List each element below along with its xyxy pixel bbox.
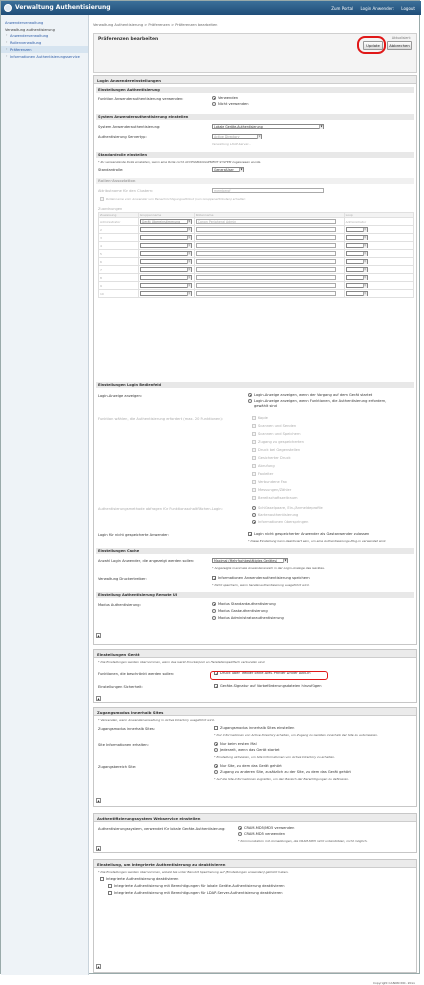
login-view-radio-a[interactable]: Login-Anzeige anzeigen, wenn der Vorgang auf dem Gerät startet (248, 393, 372, 397)
sites-section (93, 707, 417, 807)
func-cb-standby[interactable]: Bereitschaftszeitraum (252, 496, 297, 500)
radio-icon (238, 826, 242, 830)
table-row: 2 ▼ ▼ (99, 226, 414, 234)
site-info-radio-1[interactable]: Nur beim ersten Mal (214, 742, 257, 746)
radio-icon (212, 616, 216, 620)
update-button[interactable]: Update (363, 41, 383, 50)
security-checkbox[interactable]: ✓ Geräte-Signatur auf Vorbeförderungsdateien hinzufügen (214, 684, 322, 688)
radio-icon (212, 602, 216, 606)
loop-select[interactable] (346, 267, 368, 272)
checkbox-icon (252, 464, 256, 468)
login-user-label: Login Anwender: (360, 6, 395, 11)
copyright: Copyright CANON INC. 20xx (372, 981, 415, 985)
table-row: 7 ▼ ▼ (99, 266, 414, 274)
breadcrumb: Verwaltung Authentisierung > Präferenzen > Präferenzen bearbeiten (93, 23, 218, 27)
collapse-icon[interactable]: ▴ (97, 846, 100, 851)
col-header: Gruppenname (138, 213, 194, 218)
chevron-down-icon: ▼ (188, 220, 191, 223)
role-input[interactable] (196, 267, 336, 272)
role-input[interactable] (196, 283, 336, 288)
restricted-func-label: Funktionen, die beschränkt werden sollen: (98, 672, 175, 676)
loop-select[interactable] (346, 243, 368, 248)
sidebar-item-preferences[interactable]: › Präferenzen (1, 46, 88, 53)
webservice-label: Authentisierungssystem, verwendet für lokale Geräte-Authentisierung: (98, 827, 226, 831)
group-select[interactable] (140, 291, 192, 296)
group-select[interactable] (140, 259, 192, 264)
use-auth-off-radio[interactable]: Nicht verwenden (212, 102, 249, 106)
login-view-radio-b-cont: gewählt sind (254, 404, 277, 408)
radio-icon (214, 748, 218, 752)
integrated-auth-section (93, 859, 417, 973)
sidebar (1, 15, 89, 975)
radio-icon (252, 513, 256, 517)
main-content (89, 15, 421, 985)
device-settings-section (93, 649, 417, 703)
login-view-label: Login-Anzeige anzeigen: (98, 394, 142, 398)
cache-count-label: Anzahl Login Anwender, die angezeigt werden sollen: (98, 559, 195, 563)
collapse-icon[interactable]: ▴ (97, 696, 100, 701)
row-no: Administrator (99, 218, 139, 226)
func-cb-remoteprint[interactable]: Druck bei Gegenstellen (252, 448, 300, 452)
site-mode-note: * Nur Informationen von Active Directory erhalten, um Zugang zu Geräten innerhalb der Site zu autorisieren. (214, 733, 378, 737)
table-row: 5 ▼ ▼ (99, 250, 414, 258)
site-range-radio-1[interactable]: Nur Site, zu dem das Gerät gehört (214, 764, 282, 768)
sidebar-item-users[interactable]: › Anwenderverwaltung (1, 32, 88, 39)
func-cb-counter[interactable]: Messungen/Zähler (252, 488, 291, 492)
chevron-down-icon: ▼ (188, 252, 191, 255)
security-label: Einstellungen Sicherheit: (98, 685, 143, 689)
device-note: * Die Einstellungen werden übernommen, wenn das Gerät Druckerpool an Herstellerspezifisch verbunden sind. (98, 660, 266, 664)
table-row: 9 ▼ ▼ (99, 282, 414, 290)
radio-icon (238, 832, 242, 836)
webservice-section (93, 813, 417, 853)
use-auth-on-radio[interactable]: Verwenden (212, 96, 238, 100)
collapse-icon[interactable]: ▴ (97, 798, 100, 803)
func-cb-fetch[interactable]: Abrufung (252, 464, 275, 468)
cache-count-note: * Angezeigte maximale Anwenderanzahl in der Login-Anzeige des Gerätes. (212, 566, 325, 570)
checkbox-icon (214, 726, 218, 730)
site-info-radio-2[interactable]: Jederzeit, wenn das Gerät startet (214, 748, 280, 752)
update-highlight (357, 36, 386, 54)
remote-ui-head: Einstellung Authentisierung Remote UI (96, 592, 414, 598)
checkbox-icon (252, 424, 256, 428)
checkbox-icon (252, 432, 256, 436)
chevron-down-icon: ▼ (188, 292, 191, 295)
site-info-note: * Einstellung aktivieren, um Site Informationen von Active Directory zu erhalten. (214, 755, 336, 759)
func-cb-scansend[interactable]: Scannen und Senden (252, 424, 296, 428)
cache-count-select[interactable]: Maximal (Mehrfachbestätigtes Gerätes) ▼ (214, 559, 287, 563)
chevron-down-icon: ▼ (364, 252, 367, 255)
chevron-down-icon: ▼ (364, 284, 367, 287)
checkbox-icon (214, 684, 218, 688)
integrated-note: * Die Einstellungen werden übernommen, sobald Sie unter Benutzt Speicherung auf [Einstellungen anwenden] geklickt haben. (98, 870, 289, 874)
radio-icon (214, 742, 218, 746)
role-assoc-table (98, 212, 414, 298)
radio-icon (248, 393, 252, 397)
radio-icon (212, 609, 216, 613)
checkbox-icon (248, 532, 252, 536)
auth-method-radio-3[interactable]: Informationen überspringen (252, 520, 308, 524)
checkbox-icon (252, 488, 256, 492)
table-row: 3 ▼ ▼ (99, 234, 414, 242)
col-header: Rollenname (194, 213, 344, 218)
section-title: Einstellung, um integrierte Authentisierung zu deaktivieren (94, 860, 416, 868)
table-row: 10 ▼ ▼ (99, 290, 414, 298)
remote-mode-radio-2[interactable]: Modus Gastauthentisierung (212, 609, 268, 613)
system-auth-label: System Anwenderauthentisierung: (98, 125, 161, 129)
site-mode-label: Zugangsmodus innerhalb Sites: (98, 727, 155, 731)
guest-login-checkbox[interactable]: ✓ Login nicht gespeicherter Anwender als Gastanwender zulassen (248, 532, 369, 536)
attr-name-input[interactable]: memberof (212, 188, 324, 193)
func-cb-linkedfax[interactable]: Verbundene Fax (252, 480, 287, 484)
app-title: Verwaltung Authentisierung (15, 4, 111, 11)
sidebar-item-info[interactable]: › Informationen Authentisierungsservice (1, 53, 88, 60)
system-auth-head: System Anwenderauthentisierung einstellen (96, 114, 414, 120)
radio-icon (248, 399, 252, 403)
sidebar-top-link[interactable]: Anwenderverwaltung (5, 21, 44, 25)
func-cb-secureprint[interactable]: Gesicherter Druck (252, 456, 291, 460)
checkbox-icon (100, 197, 104, 201)
chevron-down-icon: ▼ (240, 168, 243, 171)
driver-checkbox[interactable]: ✓ Informationen Anwenderauthentisierung speichern (212, 576, 310, 580)
role-assoc-head: Rollen-Assoziation (96, 178, 414, 184)
loop-select[interactable] (346, 251, 368, 256)
checkbox-icon (252, 448, 256, 452)
collapse-icon[interactable]: ▴ (97, 633, 100, 638)
attr-checkbox[interactable]: Rollenname vom Anwender von Benachrichtigungsattribut (von Gruppenattributen) erhalten (100, 197, 245, 201)
attr-name-label: Attributname für den Clustern: (98, 189, 154, 193)
checkbox-icon (212, 576, 216, 580)
system-auth-select[interactable]: Lokale Geräte-Authentisierung ▼ (214, 125, 323, 129)
group-select[interactable] (140, 283, 192, 288)
loop-select[interactable] (346, 283, 368, 288)
portal-link[interactable]: Zum Portal (331, 6, 354, 11)
guest-login-note: * Diese Einstellung kann deaktiviert sein, um eine Authentisierungs-Plug-in verwendet wird. (248, 539, 387, 543)
chevron-down-icon: ▼ (258, 135, 261, 138)
sites-note: * Verwenden, wenn Anwenderverwaltung in Active Directory ausgeführt wird. (98, 718, 215, 722)
default-role-head: Standardrolle einstellen (96, 152, 414, 158)
radio-icon (212, 96, 216, 100)
role-input[interactable] (196, 235, 336, 240)
integrated-local-checkbox[interactable]: Integrierte Authentisierung mit Berechtigungen für lokale Geräte-Authentisierung deaktivieren (108, 884, 284, 888)
group-select[interactable] (140, 235, 192, 240)
role-input[interactable]: Canon Peripheral Admin (196, 219, 336, 224)
ldap-link[interactable]: Verwaltung LDAP-Server... (212, 142, 252, 146)
login-view-radio-b[interactable]: Login-Anzeige anzeigen, wenn Funktionen, die Authentisierung erfordern, (248, 399, 386, 403)
group-select[interactable] (140, 227, 192, 232)
restricted-func-checkbox[interactable]: ✓ Druck über Treiber ohne AMS Printer Driver Add-In (214, 671, 310, 675)
page-title: Präferenzen bearbeiten (98, 37, 159, 42)
update-stamp: Aktualisiert: (391, 36, 411, 40)
table-row (99, 218, 414, 226)
table-row: 8 ▼ ▼ (99, 274, 414, 282)
func-cb-copy[interactable]: Kopie (252, 416, 268, 420)
auth-method-radio-1[interactable]: Schlüsselpaare, Ein-/Anmeldeprofile (252, 506, 323, 510)
site-range-label: Zugangsbereich Site: (98, 765, 137, 769)
app-logo-icon (4, 4, 12, 12)
group-select[interactable] (140, 251, 192, 256)
integrated-main-checkbox[interactable]: Integrierte Authentisierung deaktivieren (100, 877, 178, 881)
cancel-button[interactable]: Abbrechen (387, 41, 412, 50)
panel-login-head: Einstellungen Login Bedienfeld (96, 382, 414, 388)
chevron-down-icon: ▼ (188, 260, 191, 263)
group-select[interactable] (140, 267, 192, 272)
role-input[interactable] (196, 291, 336, 296)
func-cb-scanstore[interactable]: Scannen und Speichern (252, 432, 301, 436)
checkbox-icon (108, 884, 112, 888)
remote-mode-radio-3[interactable]: Modus Administratorauthentisierung (212, 616, 284, 620)
remote-mode-radio-1[interactable]: Modus Standardauthentisierung (212, 602, 276, 606)
group-select[interactable] (140, 275, 192, 280)
webservice-radio-1[interactable]: CRAM-MD5/MD5 verwenden (238, 826, 294, 830)
assoc-label: Zuordnungen (98, 207, 123, 211)
role-input[interactable] (196, 227, 336, 232)
loop-select[interactable] (346, 291, 368, 296)
role-input[interactable] (196, 243, 336, 248)
chevron-down-icon: ▼ (364, 292, 367, 295)
chevron-down-icon: ▼ (188, 236, 191, 239)
webservice-radio-2[interactable]: CRAM-MD5 verwenden (238, 832, 285, 836)
col-header: Zuweisung (99, 213, 139, 218)
radio-icon (252, 520, 256, 524)
site-range-radio-2[interactable]: Zugang zu anderen Site, zusätzlich zu der Site, zu dem das Gerät gehört (214, 770, 351, 774)
logout-link[interactable]: Logout (401, 6, 415, 11)
group-select[interactable]: Gerät Übereinstimmung ▼ (141, 220, 191, 224)
checkbox-icon (252, 472, 256, 476)
checkbox-icon (252, 496, 256, 500)
checkbox-icon (252, 456, 256, 460)
login-settings-section (93, 75, 417, 645)
top-links (325, 6, 415, 11)
checkbox-icon (252, 440, 256, 444)
restricted-func-highlight (210, 671, 328, 680)
col-header: Loop (344, 213, 413, 218)
section-title: Authentifizierungssystem Webservice einstellen (94, 814, 416, 822)
radio-icon (212, 102, 216, 106)
driver-label: Verwaltung Druckertreiber: (98, 577, 147, 581)
site-info-label: Site Informationen erhalten: (98, 743, 149, 747)
chevron-down-icon: ▼ (364, 268, 367, 271)
default-role-select[interactable]: GeneralUser ▼ (214, 168, 243, 172)
default-role-note: * Zu verwendende Rolle einstellen, wenn eine Rolle nicht ACCESSMANAGEMENT SYSTEM zugewiesen wurde. (98, 160, 262, 164)
server-type-label: Authentisierung Servertyp: (98, 135, 147, 139)
section-title: Zugangsmodus innerhalb Sites (94, 708, 416, 716)
remote-mode-label: Modus Authentisierung: (98, 603, 141, 607)
chevron-down-icon: ▼ (364, 244, 367, 247)
func-cb-fax[interactable]: Faxleiter (252, 472, 273, 476)
section-title: Einstellungen Gerät (94, 650, 416, 658)
loop-select[interactable] (346, 275, 368, 280)
role-input[interactable] (196, 251, 336, 256)
section-title: Login Anwendereinstellungen (94, 76, 416, 84)
chevron-down-icon: ▼ (188, 244, 191, 247)
checkbox-icon (108, 891, 112, 895)
func-cb-access[interactable]: Zugang zu gespeicherten (252, 440, 304, 444)
sidebar-heading: Verwaltung authentisierung (5, 28, 55, 32)
chevron-down-icon: ▼ (364, 228, 367, 231)
site-mode-checkbox[interactable]: Zugangsmodus innerhalb Sites einstellen (214, 726, 294, 730)
chevron-down-icon: ▼ (188, 284, 191, 287)
chevron-down-icon: ▼ (364, 236, 367, 239)
cache-head: Einstellungen Cache (96, 548, 414, 554)
role-input[interactable] (196, 275, 336, 280)
auth-method-radio-2[interactable]: Kartenauthentisierung (252, 513, 298, 517)
checkbox-icon (252, 480, 256, 484)
checkbox-icon (100, 877, 104, 881)
loop-select[interactable] (346, 227, 368, 232)
radio-icon (214, 770, 218, 774)
auth-method-label: Authentisierungsmethode abfragen für Funktionsschaltflächen-Login: (98, 507, 223, 511)
server-type-select[interactable]: Active Directory ▼ (214, 135, 261, 139)
radio-icon (214, 764, 218, 768)
row-extra: Administrator (344, 218, 413, 226)
chevron-down-icon: ▼ (364, 276, 367, 279)
webservice-note: * Kommunikation mit Anmeldungen, die CRAM-MD5 nicht unterstützen, nicht möglich. (238, 839, 368, 843)
table-row: 4 ▼ ▼ (99, 242, 414, 250)
integrated-ldap-checkbox[interactable]: Integrierte Authentisierung mit Berechtigungen für LDAP-Server-Authentisierung deaktivieren (108, 891, 283, 895)
func-select-label: Funktion wählen, die Authentisierung erfordert (max. 20 Funktionen): (98, 417, 224, 421)
guest-login-label: Login für nicht gespeicherte Anwender: (98, 533, 169, 537)
radio-icon (252, 506, 256, 510)
chevron-down-icon: ▼ (188, 268, 191, 271)
loop-select[interactable] (346, 259, 368, 264)
loop-select[interactable] (346, 235, 368, 240)
auth-settings-head: Einstellungen Authentisierung (96, 87, 414, 93)
chevron-down-icon: ▼ (284, 559, 287, 562)
chevron-down-icon: ▼ (188, 276, 191, 279)
chevron-down-icon: ▼ (320, 125, 323, 128)
checkbox-icon (252, 416, 256, 420)
default-role-label: Standardrolle: (98, 168, 124, 172)
collapse-icon[interactable]: ▴ (97, 964, 100, 969)
site-range-note: * Auf die Site-Informationen zugreifen, um den Bereich der Berechtigungen zu definieren. (214, 777, 350, 781)
sidebar-item-roles[interactable]: › Rollenverwaltung (1, 39, 88, 46)
role-input[interactable] (196, 259, 336, 264)
group-select[interactable] (140, 243, 192, 248)
chevron-down-icon: ▼ (188, 228, 191, 231)
table-row: 6 ▼ ▼ (99, 258, 414, 266)
use-auth-label: Funktion Anwenderauthentisierung verwenden: (98, 97, 184, 101)
chevron-down-icon: ▼ (364, 260, 367, 263)
title-bar (1, 1, 421, 15)
driver-note: * Nicht speichern, wenn Sendenauthentisierung ausgeführt wird. (212, 583, 310, 587)
